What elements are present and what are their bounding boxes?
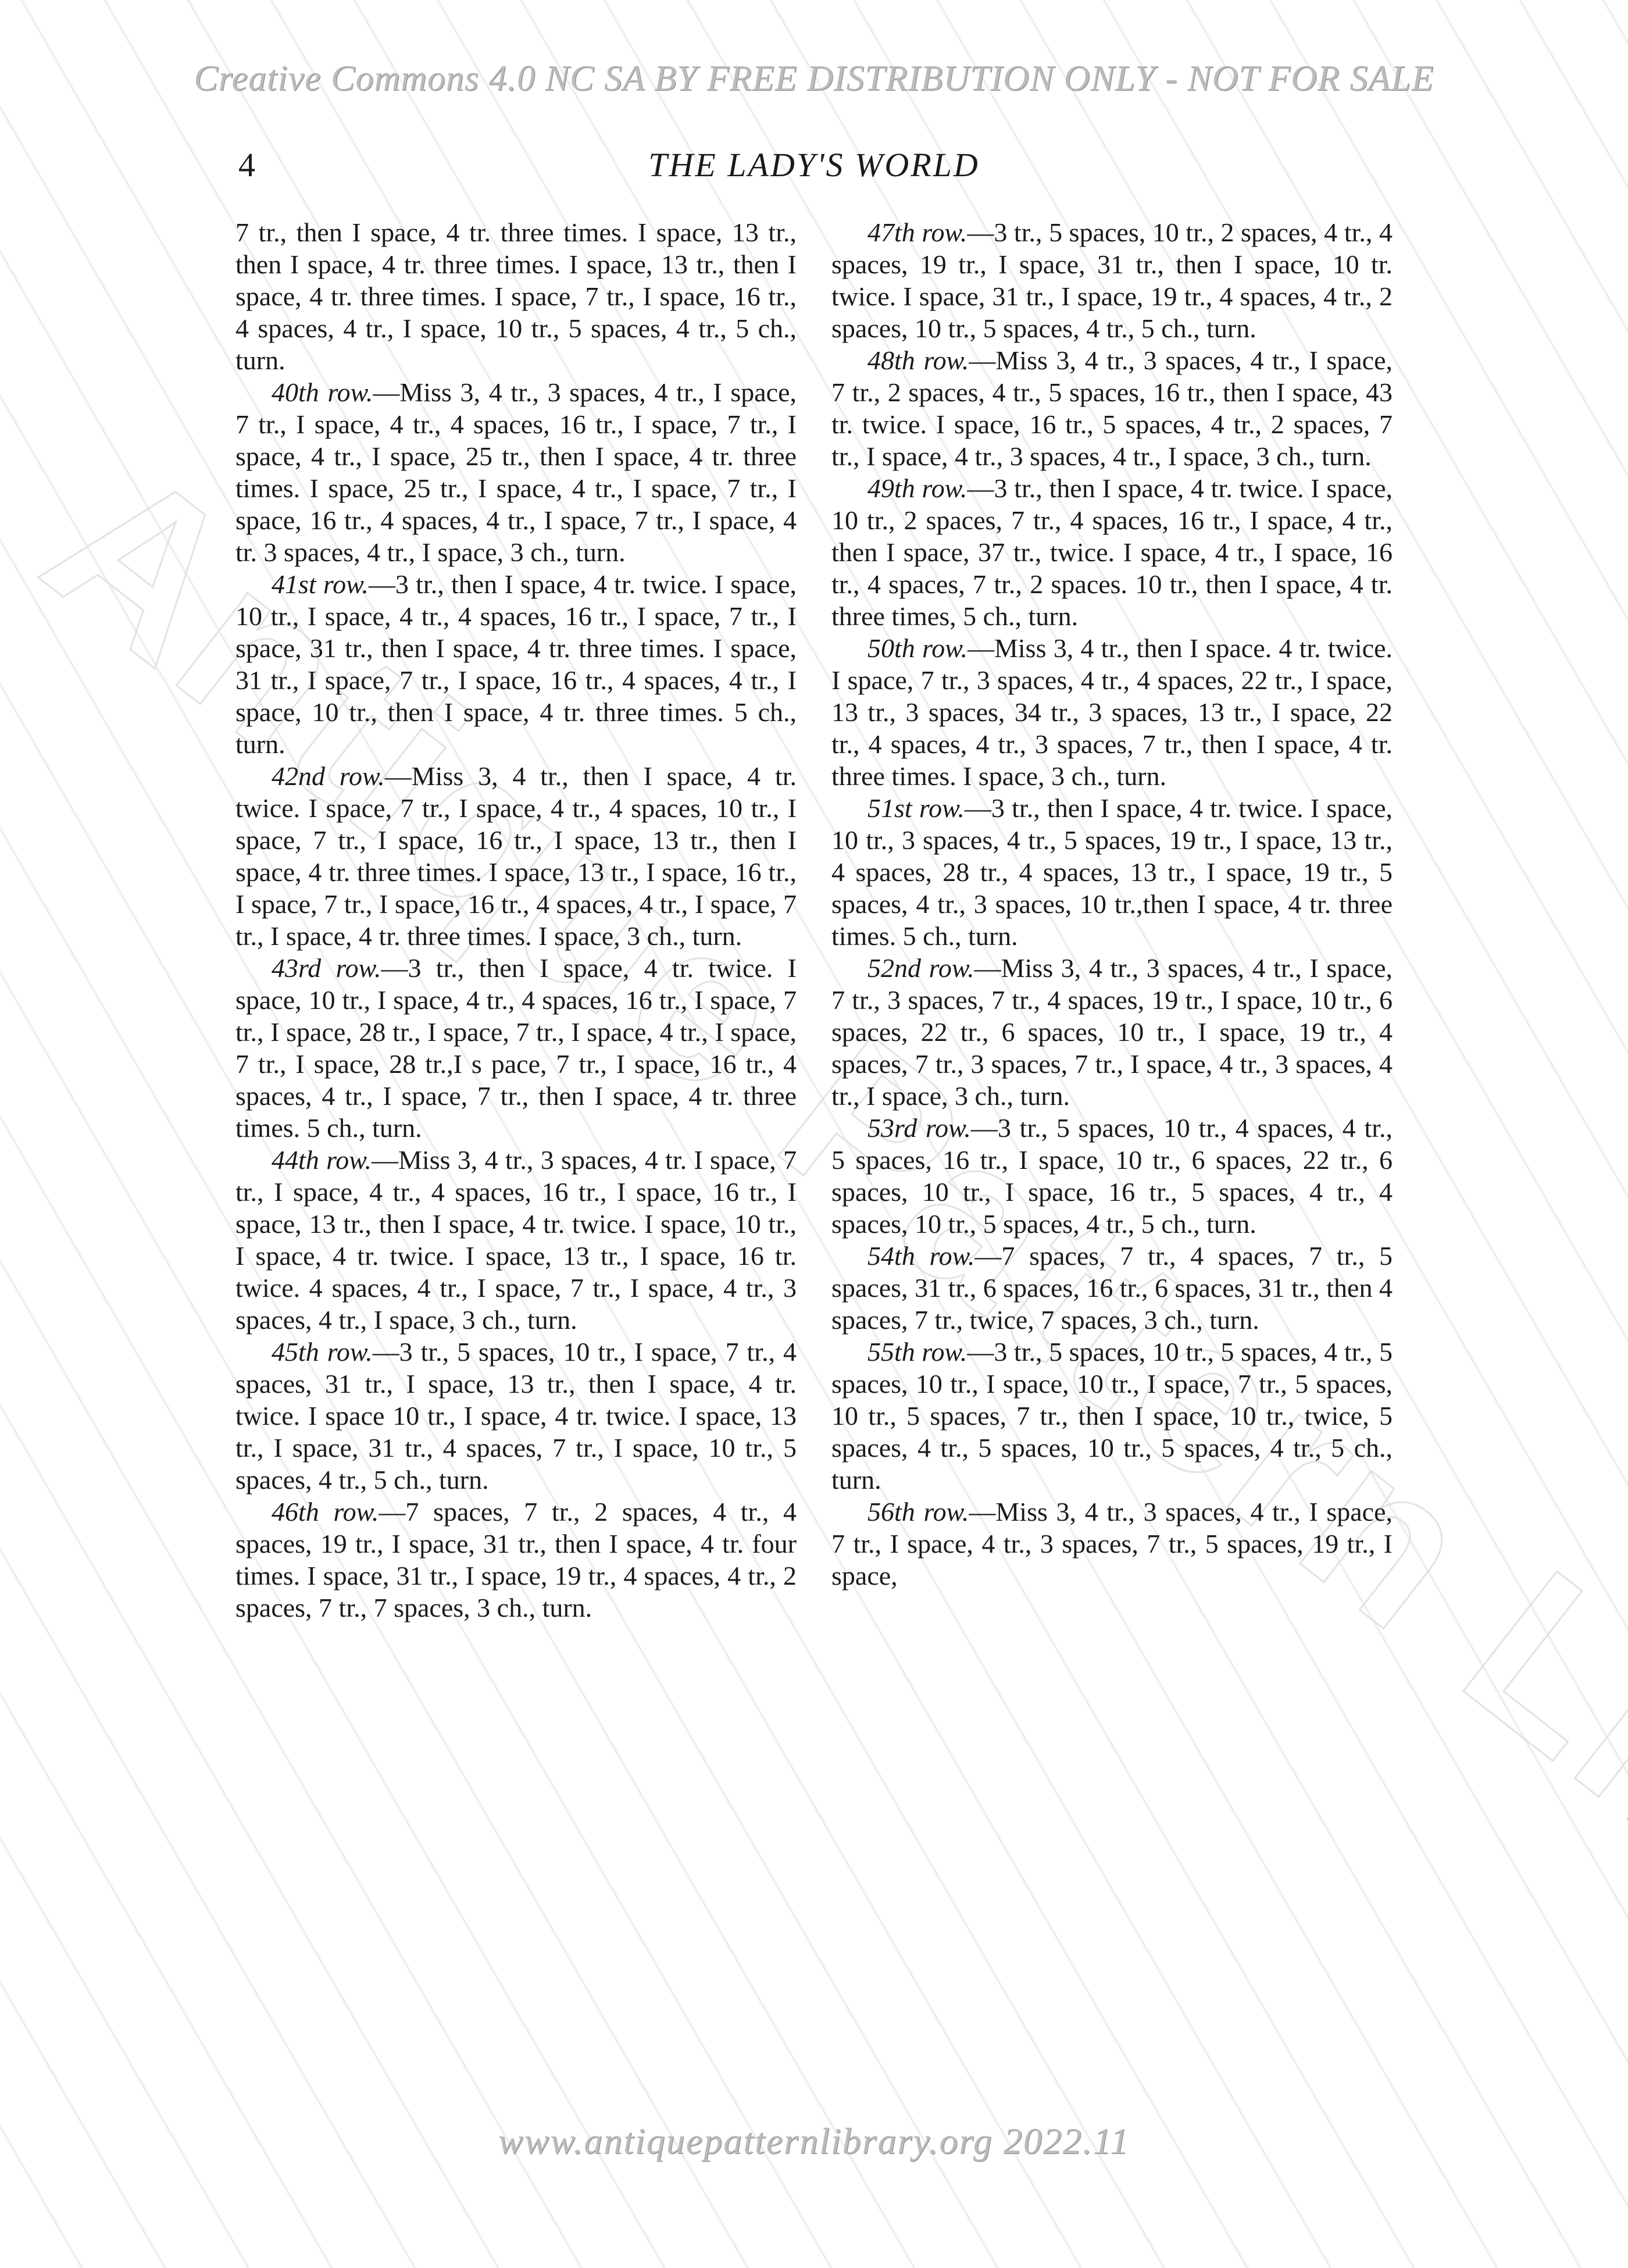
row-text: —Miss 3, 4 tr., 3 spaces, 4 tr., I space, 7 tr., I space, 4 tr., 3 spaces, 7 tr., 5 spaces, 19 tr., I space,: [831, 1497, 1393, 1591]
row-label: 53rd row.: [867, 1113, 971, 1143]
row-label: 56th row.: [867, 1497, 969, 1527]
row-label: 43rd row.: [272, 953, 381, 983]
row-paragraph: [831, 1496, 1393, 1592]
row-text: —3 tr., 5 spaces, 10 tr., 5 spaces, 4 tr., 5 spaces, 10 tr., I space, 10 tr., I space, 7 tr., 5 spaces, 10 tr., 5 spaces, 7 tr., then I space, 10 tr., twice, 5 spaces, 4 tr., 5 spaces, 10 tr., 5 spaces, 4 tr., 5 ch., turn.: [831, 1337, 1393, 1495]
row-paragraph: [831, 216, 1393, 344]
row-label: 45th row.: [272, 1337, 373, 1367]
row-label: 44th row.: [272, 1145, 372, 1175]
page-number: 4: [238, 146, 255, 184]
row-label: 54th row.: [867, 1241, 975, 1271]
row-text: —7 spaces, 7 tr., 4 spaces, 7 tr., 5 spaces, 31 tr., 6 spaces, 16 tr., 6 spaces, 31 tr., then 4 spaces, 7 tr., twice, 7 spaces, 3 ch., turn.: [831, 1241, 1393, 1335]
row-label: 41st row.: [272, 569, 369, 599]
row-paragraph: [235, 1144, 797, 1336]
row-label: 40th row.: [272, 377, 373, 407]
left-column: [235, 216, 797, 1624]
row-paragraph: [235, 952, 797, 1144]
row-label: 50th row.: [867, 633, 967, 663]
row-paragraph: [831, 1240, 1393, 1336]
row-paragraph: [831, 632, 1393, 792]
row-text: —3 tr., then I space, 4 tr. twice. I space, 10 tr., I space, 4 tr., 4 spaces, 16 tr., I space, 7 tr., I space, 31 tr., then I space, 4 tr. three times. I space, 31 tr., I space, 7 tr., I space, 16 tr., 4 spaces, 4 tr., I space, 10 tr., then I space, 4 tr. three times. 5 ch., turn.: [235, 569, 797, 759]
row-label: 42nd row.: [272, 761, 385, 791]
row-text: —3 tr., then I space, 4 tr. twice. I space, 10 tr., 2 spaces, 7 tr., 4 spaces, 16 tr., I space, 4 tr., then I space, 37 tr., twice. I space, 4 tr., I space, 16 tr., 4 spaces, 7 tr., 2 spaces. 10 tr., then I space, 4 tr. three times, 5 ch., turn.: [831, 473, 1393, 631]
row-paragraph: [235, 1496, 797, 1624]
row-paragraph: [235, 760, 797, 952]
row-text: —7 spaces, 7 tr., 2 spaces, 4 tr., 4 spaces, 19 tr., I space, 31 tr., then I space, 4 tr. four times. I space, 31 tr., I space, 19 tr., 4 spaces, 4 tr., 2 spaces, 7 tr., 7 spaces, 3 ch., turn.: [235, 1497, 797, 1622]
row-paragraph: [831, 1112, 1393, 1240]
row-label: 47th row.: [867, 217, 967, 247]
row-paragraph: [831, 1336, 1393, 1496]
row-paragraph: [235, 376, 797, 568]
row-text: —Miss 3, 4 tr., 3 spaces, 4 tr., I space, 7 tr., I space, 4 tr., 4 spaces, 16 tr., I space, 7 tr., I space, 4 tr., I space, 25 tr., then I space, 4 tr. three times. I space, 25 tr., I space, 4 tr., I space, 7 tr., I space, 16 tr., 4 spaces, 4 tr., I space, 7 tr., I space, 4 tr. 3 spaces, 4 tr., I space, 3 ch., turn.: [235, 377, 797, 567]
row-label: 55th row.: [867, 1337, 967, 1367]
row-text: —Miss 3, 4 tr., then I space. 4 tr. twice. I space, 7 tr., 3 spaces, 4 tr., 4 spaces, 22 tr., I space, 13 tr., 3 spaces, 34 tr., 3 spaces, 13 tr., I space, 22 tr., 4 spaces, 4 tr., 3 spaces, 7 tr., then I space, 4 tr. three times. I space, 3 ch., turn.: [831, 633, 1393, 791]
row-label: 49th row.: [867, 473, 967, 503]
row-paragraph: [831, 344, 1393, 472]
row-text: —Miss 3, 4 tr., then I space, 4 tr. twice. I space, 7 tr., I space, 4 tr., 4 spaces, 10 tr., I space, 7 tr., I space, 16 tr., I space, 13 tr., then I space, 4 tr. three times. I space, 13 tr., I space, 16 tr., I space, 7 tr., I space, 16 tr., 4 spaces, 4 tr., I space, 7 tr., I space, 4 tr. three times. I space, 3 ch., turn.: [235, 761, 797, 951]
continuation-paragraph: 7 tr., then I space, 4 tr. three times. I space, 13 tr., then I space, 4 tr. three times. I space, 13 tr., then I space, 4 tr. three times. I space, 7 tr., I space, 16 tr., 4 spaces, 4 tr., I space, 10 tr., 5 spaces, 4 tr., 5 ch., turn.: [235, 217, 797, 375]
row-text: —3 tr., 5 spaces, 10 tr., 2 spaces, 4 tr., 4 spaces, 19 tr., I space, 31 tr., then I space, 10 tr. twice. I space, 31 tr., I space, 19 tr., 4 spaces, 4 tr., 2 spaces, 10 tr., 5 spaces, 4 tr., 5 ch., turn.: [831, 217, 1393, 343]
row-text: —3 tr., 5 spaces, 10 tr., I space, 7 tr., 4 spaces, 31 tr., I space, 13 tr., then I space, 4 tr. twice. I space 10 tr., I space, 4 tr. twice. I space, 13 tr., I space, 31 tr., 4 spaces, 7 tr., I space, 10 tr., 5 spaces, 4 tr., 5 ch., turn.: [235, 1337, 797, 1495]
row-label: 48th row.: [867, 345, 969, 375]
footer-url: www.antiquepatternlibrary.org 2022.11: [498, 2120, 1130, 2162]
running-head: THE LADY'S WORLD: [648, 146, 980, 184]
row-text: —3 tr., then I space, 4 tr. twice. I space, 10 tr., I space, 4 tr., 4 spaces, 16 tr., I space, 7 tr., I space, 28 tr., I space, 7 tr., I space, 4 tr., I space, 7 tr., I space, 28 tr.,I s pace, 7 tr., I space, 16 tr., 4 spaces, 4 tr., I space, 7 tr., then I space, 4 tr. three times. 5 ch., turn.: [235, 953, 797, 1143]
license-banner: Creative Commons 4.0 NC SA BY FREE DISTRIBUTION ONLY - NOT FOR SALE: [194, 59, 1434, 98]
row-text: —Miss 3, 4 tr., 3 spaces, 4 tr. I space, 7 tr., I space, 4 tr., 4 spaces, 16 tr., I space, 16 tr., I space, 13 tr., then I space, 4 tr. twice. I space, 10 tr., I space, 4 tr. twice. I space, 13 tr., I space, 16 tr. twice. 4 spaces, 4 tr., I space, 7 tr., I space, 4 tr., 3 spaces, 4 tr., I space, 3 ch., turn.: [235, 1145, 797, 1335]
row-paragraph: [235, 1336, 797, 1496]
row-label: 51st row.: [867, 793, 965, 823]
row-paragraph: [831, 792, 1393, 952]
row-paragraph: [831, 472, 1393, 632]
row-label: 52nd row.: [867, 953, 974, 983]
row-paragraph: [235, 568, 797, 760]
row-label: 46th row.: [272, 1497, 379, 1527]
row-paragraph: [831, 952, 1393, 1112]
row-text: —3 tr., then I space, 4 tr. twice. I space, 10 tr., 3 spaces, 4 tr., 5 spaces, 19 tr., I space, 13 tr., 4 spaces, 28 tr., 4 spaces, 13 tr., I space, 19 tr., 5 spaces, 4 tr., 3 spaces, 10 tr.,then I space, 4 tr. three times. 5 ch., turn.: [831, 793, 1393, 951]
right-column: [831, 216, 1393, 1592]
row-text: —Miss 3, 4 tr., 3 spaces, 4 tr., I space, 7 tr., 3 spaces, 7 tr., 4 spaces, 19 tr., I space, 10 tr., 6 spaces, 22 tr., 6 spaces, 10 tr., I space, 19 tr., 4 spaces, 7 tr., 3 spaces, 7 tr., I space, 4 tr., 3 spaces, 4 tr., I space, 3 ch., turn.: [831, 953, 1393, 1111]
row-text: —Miss 3, 4 tr., 3 spaces, 4 tr., I space, 7 tr., 2 spaces, 4 tr., 5 spaces, 16 tr., then I space, 43 tr. twice. I space, 16 tr., 5 spaces, 4 tr., 2 spaces, 7 tr., I space, 4 tr., 3 spaces, 4 tr., I space, 3 ch., turn.: [831, 345, 1393, 471]
row-text: —3 tr., 5 spaces, 10 tr., 4 spaces, 4 tr., 5 spaces, 16 tr., I space, 10 tr., 6 spaces, 22 tr., 6 spaces, 10 tr., I space, 16 tr., 5 spaces, 4 tr., 4 spaces, 10 tr., 5 spaces, 4 tr., 5 ch., turn.: [831, 1113, 1393, 1239]
